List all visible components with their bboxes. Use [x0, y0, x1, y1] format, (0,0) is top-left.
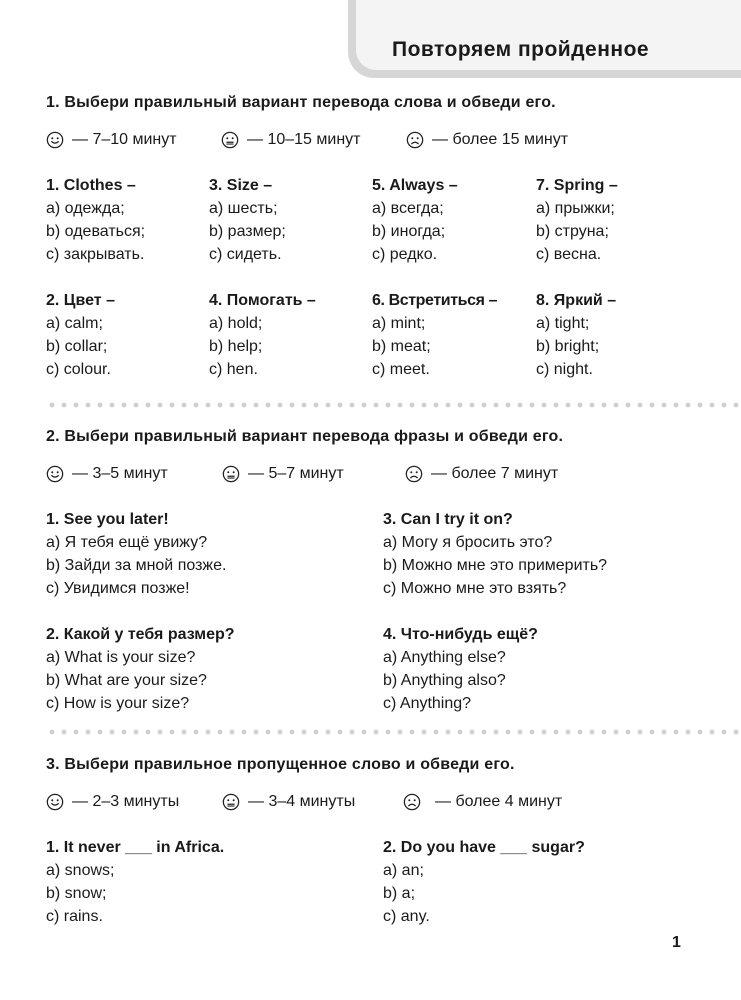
- option-c[interactable]: c) night.: [536, 361, 593, 378]
- question-text: 1. It never ___ in Africa.: [46, 839, 225, 856]
- option-b[interactable]: b) a;: [383, 885, 416, 902]
- option-a[interactable]: a) What is your size?: [46, 649, 196, 666]
- smiley-neutral-icon: [221, 131, 239, 149]
- option-a[interactable]: a) шесть;: [209, 200, 278, 217]
- timing-medium: — 3–4 минуты: [248, 793, 356, 810]
- option-a[interactable]: a) hold;: [209, 315, 263, 332]
- question-text: 1. See you later!: [46, 511, 169, 528]
- question-text: 4. Что-нибудь ещё?: [383, 626, 538, 643]
- question-block: [383, 836, 585, 928]
- option-b[interactable]: b) bright;: [536, 338, 600, 355]
- question-block: [46, 174, 145, 266]
- option-b[interactable]: b) Anything also?: [383, 672, 506, 689]
- question-block: [536, 289, 616, 381]
- question-block: [46, 623, 235, 715]
- option-c[interactable]: c) hen.: [209, 361, 258, 378]
- option-a[interactable]: a) an;: [383, 862, 424, 879]
- option-c[interactable]: c) meet.: [372, 361, 430, 378]
- question-block: [383, 508, 607, 600]
- option-b[interactable]: b) одеваться;: [46, 223, 146, 240]
- question-block: [209, 174, 286, 266]
- option-a[interactable]: a) tight;: [536, 315, 590, 332]
- smiley-happy-icon: [46, 793, 64, 811]
- question-text: 2. Какой у тебя размер?: [46, 626, 235, 643]
- timing-medium: — 5–7 минут: [248, 465, 344, 482]
- option-a[interactable]: a) одежда;: [46, 200, 125, 217]
- question-block: [209, 289, 316, 381]
- smiley-happy-icon: [46, 465, 64, 483]
- option-b[interactable]: b) collar;: [46, 338, 108, 355]
- question-block: [46, 289, 115, 381]
- option-a[interactable]: a) Я тебя ещё увижу?: [46, 534, 208, 551]
- question-block: [372, 289, 497, 381]
- dotted-divider: [46, 402, 741, 408]
- option-c[interactable]: c) any.: [383, 908, 430, 925]
- question-text: 2. Do you have ___ sugar?: [383, 839, 585, 856]
- smiley-neutral-icon: [222, 465, 240, 483]
- option-a[interactable]: a) всегда;: [372, 200, 444, 217]
- question-text: 3. Can I try it on?: [383, 511, 513, 528]
- question-text: 2. Цвет –: [46, 292, 115, 309]
- option-b[interactable]: b) What are your size?: [46, 672, 207, 689]
- option-a[interactable]: a) Anything else?: [383, 649, 506, 666]
- timing-slow: — более 15 минут: [432, 131, 569, 148]
- option-a[interactable]: a) прыжки;: [536, 200, 615, 217]
- option-b[interactable]: b) струна;: [536, 223, 609, 240]
- timing-medium: — 10–15 минут: [247, 131, 361, 148]
- question-block: [46, 836, 224, 928]
- timing-fast: — 7–10 минут: [72, 131, 177, 148]
- smiley-sad-icon: [403, 793, 421, 811]
- question-block: [383, 623, 538, 715]
- option-c[interactable]: c) colour.: [46, 361, 111, 378]
- option-c[interactable]: c) Увидимся позже!: [46, 580, 190, 597]
- question-text: 1. Clothes –: [46, 177, 136, 194]
- option-b[interactable]: b) иногда;: [372, 223, 446, 240]
- option-b[interactable]: b) snow;: [46, 885, 107, 902]
- option-b[interactable]: b) help;: [209, 338, 263, 355]
- smiley-neutral-icon: [222, 793, 240, 811]
- question-text: 3. Size –: [209, 177, 273, 194]
- option-b[interactable]: b) Зайди за мной позже.: [46, 557, 227, 574]
- option-c[interactable]: c) весна.: [536, 246, 602, 263]
- task-3-timing: [46, 793, 562, 811]
- smiley-happy-icon: [46, 131, 64, 149]
- question-text: 5. Always –: [372, 177, 458, 194]
- question-text: 4. Помогать –: [209, 292, 316, 309]
- task-2-timing: [46, 465, 558, 483]
- question-block: [46, 508, 226, 600]
- option-b[interactable]: b) Можно мне это примерить?: [383, 557, 608, 574]
- option-c[interactable]: c) How is your size?: [46, 695, 190, 712]
- task-1-heading: 1. Выбери правильный вариант перевода слова и обведи его.: [46, 94, 556, 111]
- question-text: 8. Яркий –: [536, 292, 617, 309]
- option-b[interactable]: b) размер;: [209, 223, 286, 240]
- option-c[interactable]: c) rains.: [46, 908, 103, 925]
- page-title: Повторяем пройденное: [392, 38, 650, 61]
- option-a[interactable]: a) snows;: [46, 862, 115, 879]
- option-b[interactable]: b) meat;: [372, 338, 431, 355]
- task-2-heading: 2. Выбери правильный вариант перевода фразы и обведи его.: [46, 428, 564, 445]
- question-block: [372, 174, 458, 266]
- task-1-timing: [46, 131, 568, 149]
- page-number: 1: [672, 934, 681, 951]
- option-c[interactable]: c) закрывать.: [46, 246, 145, 263]
- option-c[interactable]: c) редко.: [372, 246, 438, 263]
- question-block: [536, 174, 618, 266]
- timing-fast: — 3–5 минут: [72, 465, 168, 482]
- timing-slow: — более 7 минут: [431, 465, 559, 482]
- option-a[interactable]: a) mint;: [372, 315, 426, 332]
- dotted-divider: [46, 729, 741, 735]
- question-text: 7. Spring –: [536, 177, 618, 194]
- option-c[interactable]: c) Можно мне это взять?: [383, 580, 567, 597]
- timing-slow: — более 4 минут: [435, 793, 563, 810]
- option-a[interactable]: a) calm;: [46, 315, 103, 332]
- option-c[interactable]: c) сидеть.: [209, 246, 282, 263]
- task-3-heading: 3. Выбери правильное пропущенное слово и обведи его.: [46, 756, 515, 773]
- option-a[interactable]: a) Могу я бросить это?: [383, 534, 553, 551]
- question-text: 6. Встретиться –: [372, 292, 498, 309]
- smiley-sad-icon: [406, 131, 424, 149]
- smiley-sad-icon: [405, 465, 423, 483]
- timing-fast: — 2–3 минуты: [72, 793, 180, 810]
- option-c[interactable]: c) Anything?: [383, 695, 472, 712]
